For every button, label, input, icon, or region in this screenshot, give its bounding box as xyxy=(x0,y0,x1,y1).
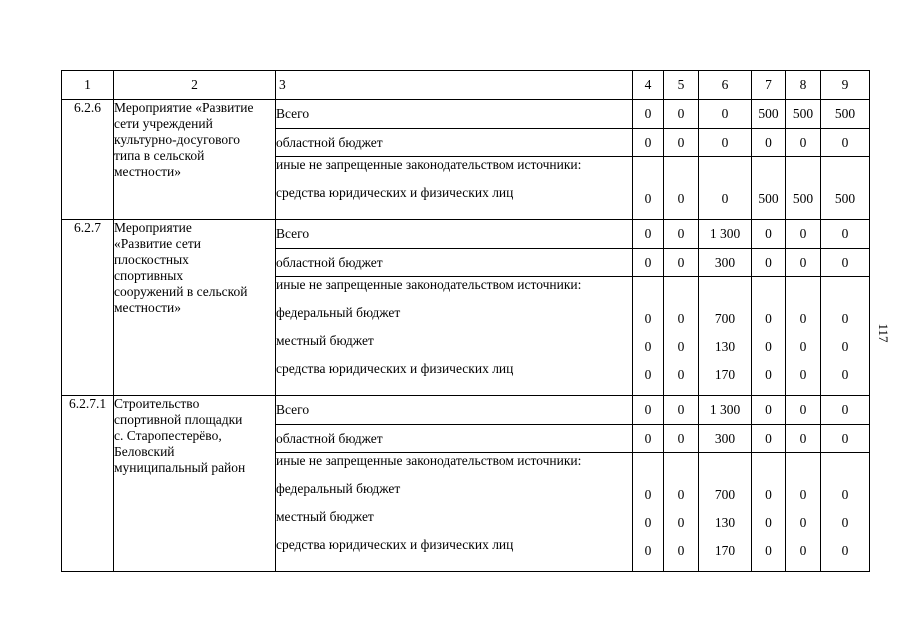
value-cell: 0 xyxy=(841,515,849,530)
value-cell: 0 xyxy=(633,220,664,249)
row-label: областной бюджет xyxy=(276,129,633,157)
source-label: местный бюджет xyxy=(276,333,374,348)
value-cell: 0 xyxy=(841,339,849,354)
value-cell: 500 xyxy=(792,191,814,206)
section-code: 6.2.7 xyxy=(62,220,114,396)
value-cell: 170 xyxy=(714,367,736,382)
value-column-cell xyxy=(786,157,821,220)
value-cell: 0 xyxy=(841,311,849,326)
sources-cell xyxy=(276,453,633,572)
value-cell: 0 xyxy=(786,249,821,277)
section-name-line: Мероприятие xyxy=(114,220,192,235)
value-cell: 0 xyxy=(677,311,685,326)
section-total-row xyxy=(62,220,870,249)
value-cell: 500 xyxy=(786,100,821,129)
row-label: Всего xyxy=(276,220,633,249)
value-cell: 0 xyxy=(633,100,664,129)
value-column-cell xyxy=(664,277,699,396)
budget-table xyxy=(61,70,870,572)
source-label: федеральный бюджет xyxy=(276,481,401,496)
column-header-5: 5 xyxy=(664,71,699,100)
value-cell: 0 xyxy=(644,487,652,502)
section-name-line: сети учреждений xyxy=(114,116,213,131)
value-cell: 0 xyxy=(633,129,664,157)
source-label: федеральный бюджет xyxy=(276,305,401,320)
section-code: 6.2.7.1 xyxy=(62,396,114,572)
header-row xyxy=(62,71,870,100)
value-cell: 0 xyxy=(721,191,729,206)
value-column-cell xyxy=(699,157,752,220)
value-cell: 0 xyxy=(752,249,786,277)
section-name xyxy=(114,396,276,572)
column-header-9: 9 xyxy=(821,71,870,100)
value-cell: 0 xyxy=(821,425,870,453)
other-sources-label: иные не запрещенные законодательством источники: xyxy=(276,157,582,172)
value-cell: 0 xyxy=(664,425,699,453)
value-cell: 0 xyxy=(677,543,685,558)
section-name xyxy=(114,220,276,396)
value-cell: 0 xyxy=(765,487,772,502)
section-name-line: муниципальный район xyxy=(114,460,246,475)
value-cell: 0 xyxy=(664,249,699,277)
value-column-cell xyxy=(786,453,821,572)
value-cell: 500 xyxy=(758,191,779,206)
section-total-row xyxy=(62,396,870,425)
value-cell: 0 xyxy=(765,339,772,354)
value-cell: 0 xyxy=(765,543,772,558)
value-column-cell xyxy=(821,277,870,396)
section-name-line: Строительство xyxy=(114,396,200,411)
value-column-cell xyxy=(699,453,752,572)
value-cell: 0 xyxy=(841,367,849,382)
section-name-line: местности» xyxy=(114,164,181,179)
value-cell: 0 xyxy=(664,100,699,129)
section-name-line: спортивной площадки xyxy=(114,412,243,427)
column-header-1: 1 xyxy=(62,71,114,100)
value-cell: 0 xyxy=(752,425,786,453)
value-cell: 0 xyxy=(821,396,870,425)
section-name-line: местности» xyxy=(114,300,181,315)
value-cell: 0 xyxy=(633,425,664,453)
section-name xyxy=(114,100,276,220)
value-cell: 0 xyxy=(765,515,772,530)
value-cell: 0 xyxy=(699,129,752,157)
value-cell: 0 xyxy=(677,191,685,206)
value-cell: 0 xyxy=(799,311,807,326)
value-cell: 0 xyxy=(786,220,821,249)
value-cell: 130 xyxy=(714,339,736,354)
value-cell: 0 xyxy=(677,339,685,354)
value-cell: 0 xyxy=(644,191,652,206)
value-cell: 0 xyxy=(633,396,664,425)
row-label: Всего xyxy=(276,100,633,129)
value-cell: 0 xyxy=(786,425,821,453)
other-sources-label: иные не запрещенные законодательством источники: xyxy=(276,453,582,468)
section-name-line: «Развитие сети xyxy=(114,236,201,251)
value-cell: 130 xyxy=(714,515,736,530)
value-column-cell xyxy=(633,157,664,220)
value-cell: 0 xyxy=(765,367,772,382)
value-column-cell xyxy=(664,453,699,572)
sources-cell xyxy=(276,277,633,396)
value-cell: 0 xyxy=(644,515,652,530)
value-cell: 0 xyxy=(841,543,849,558)
section-name-line: культурно-досугового xyxy=(114,132,241,147)
sources-cell xyxy=(276,157,633,220)
value-cell: 0 xyxy=(799,367,807,382)
value-cell: 0 xyxy=(786,396,821,425)
section-name-line: с. Старопестерёво, xyxy=(114,428,222,443)
column-header-3: 3 xyxy=(276,71,633,100)
value-cell: 0 xyxy=(799,543,807,558)
value-cell: 0 xyxy=(664,220,699,249)
source-label: средства юридических и физических лиц xyxy=(276,361,514,376)
value-cell: 0 xyxy=(841,487,849,502)
section-name-line: спортивных xyxy=(114,268,184,283)
value-cell: 0 xyxy=(644,339,652,354)
value-column-cell xyxy=(786,277,821,396)
value-cell: 0 xyxy=(752,396,786,425)
source-label: средства юридических и физических лиц xyxy=(276,185,514,200)
section-code: 6.2.6 xyxy=(62,100,114,220)
section-name-line: типа в сельской xyxy=(114,148,205,163)
value-column-cell xyxy=(699,277,752,396)
value-column-cell xyxy=(821,453,870,572)
value-cell: 0 xyxy=(799,339,807,354)
row-label: областной бюджет xyxy=(276,249,633,277)
value-cell: 0 xyxy=(644,367,652,382)
value-cell: 0 xyxy=(786,129,821,157)
value-column-cell xyxy=(752,157,786,220)
value-cell: 0 xyxy=(664,129,699,157)
value-cell: 500 xyxy=(752,100,786,129)
value-cell: 500 xyxy=(834,191,856,206)
value-cell: 0 xyxy=(765,311,772,326)
value-cell: 700 xyxy=(714,487,736,502)
value-cell: 170 xyxy=(714,543,736,558)
value-cell: 700 xyxy=(714,311,736,326)
column-header-2: 2 xyxy=(114,71,276,100)
value-cell: 0 xyxy=(821,129,870,157)
value-cell: 0 xyxy=(752,129,786,157)
value-cell: 0 xyxy=(633,249,664,277)
other-sources-label: иные не запрещенные законодательством источники: xyxy=(276,277,582,292)
value-cell: 0 xyxy=(699,100,752,129)
column-header-4: 4 xyxy=(633,71,664,100)
row-label: Всего xyxy=(276,396,633,425)
value-cell: 0 xyxy=(677,487,685,502)
value-cell: 0 xyxy=(821,249,870,277)
section-total-row xyxy=(62,100,870,129)
column-header-8: 8 xyxy=(786,71,821,100)
value-column-cell xyxy=(633,453,664,572)
value-column-cell xyxy=(821,157,870,220)
value-cell: 0 xyxy=(799,487,807,502)
value-column-cell xyxy=(633,277,664,396)
value-column-cell xyxy=(752,453,786,572)
value-column-cell xyxy=(752,277,786,396)
section-name-line: Беловский xyxy=(114,444,175,459)
value-cell: 0 xyxy=(799,515,807,530)
section-name-line: Мероприятие «Развитие xyxy=(114,100,254,115)
value-cell: 0 xyxy=(664,396,699,425)
column-header-6: 6 xyxy=(699,71,752,100)
value-column-cell xyxy=(664,157,699,220)
column-header-7: 7 xyxy=(752,71,786,100)
value-cell: 1 300 xyxy=(699,220,752,249)
source-label: средства юридических и физических лиц xyxy=(276,537,514,552)
value-cell: 500 xyxy=(821,100,870,129)
source-label: местный бюджет xyxy=(276,509,374,524)
value-cell: 0 xyxy=(677,515,685,530)
value-cell: 0 xyxy=(752,220,786,249)
value-cell: 300 xyxy=(699,425,752,453)
value-cell: 0 xyxy=(821,220,870,249)
value-cell: 300 xyxy=(699,249,752,277)
section-name-line: плоскостных xyxy=(114,252,189,267)
value-cell: 1 300 xyxy=(699,396,752,425)
page-number: 117 xyxy=(876,323,891,343)
row-label: областной бюджет xyxy=(276,425,633,453)
section-name-line: сооружений в сельской xyxy=(114,284,248,299)
value-cell: 0 xyxy=(644,311,652,326)
value-cell: 0 xyxy=(677,367,685,382)
value-cell: 0 xyxy=(644,543,652,558)
